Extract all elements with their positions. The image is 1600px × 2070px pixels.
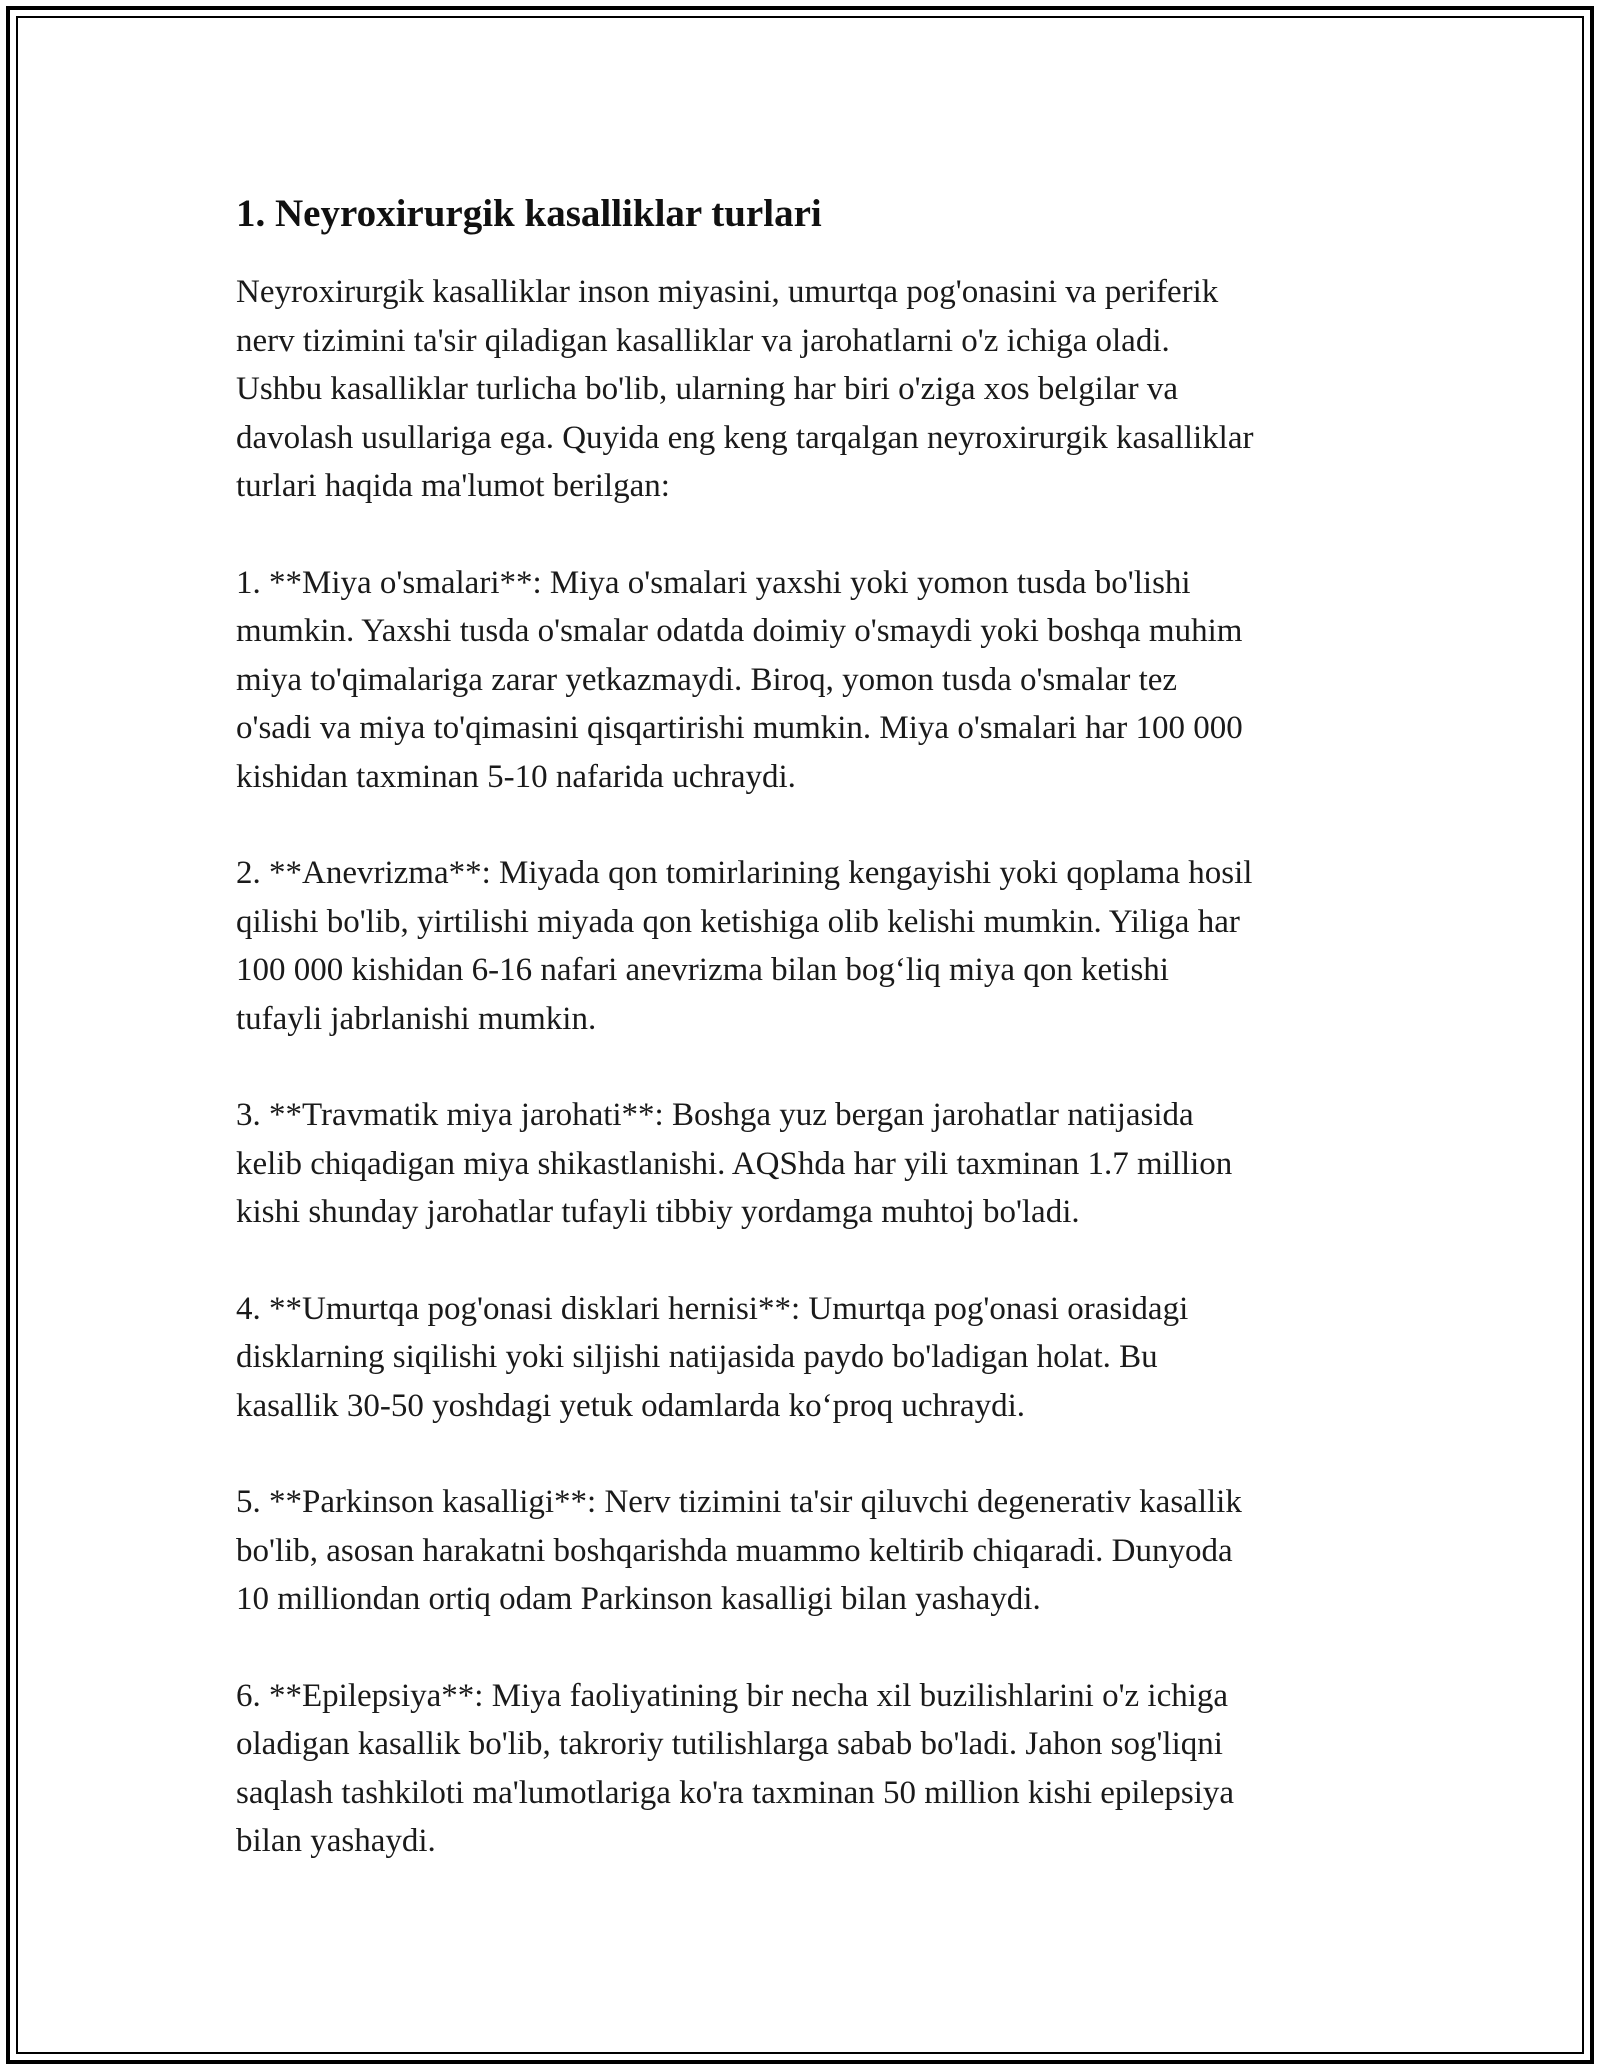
list-item-aneurysm: 2. **Anevrizma**: Miyada qon tomirlarining kengayishi yoki qoplama hosil qilishi bo'lib, yirtilishi miyada qon ketishiga olib kelishi mumkin. Yiliga har 100 000 kishidan 6-16 nafari anevrizma bilan bog‘liq miya qon ketishi tufayli jabrlanishi mumkin.	[236, 855, 1253, 1037]
list-item-parkinsons-disease: 5. **Parkinson kasalligi**: Nerv tizimini ta'sir qiluvchi degenerativ kasallik bo'lib, asosan harakatni boshqarishda muammo keltirib chiqaradi. Dunyoda 10 milliondan ortiq odam Parkinson kasalligi bilan yashaydi.	[236, 1484, 1242, 1617]
document-body	[236, 186, 1376, 1914]
list-item-epilepsy: 6. **Epilepsiya**: Miya faoliyatining bir necha xil buzilishlarini o'z ichiga oladigan kasallik bo'lib, takroriy tutilishlarga sabab bo'ladi. Jahon sog'liqni saqlash tashkiloti ma'lumotlariga ko'ra taxminan 50 million kishi epilepsiya bilan yashaydi.	[236, 1677, 1235, 1859]
list-item-traumatic-brain-injury: 3. **Travmatik miya jarohati**: Boshga yuz bergan jarohatlar natijasida kelib chiqadigan miya shikastlanishi. AQShda har yili taxminan 1.7 million kishi shunday jarohatlar tufayli tibbiy yordamga muhtoj bo'ladi.	[236, 1097, 1233, 1230]
intro-paragraph: Neyroxirurgik kasalliklar inson miyasini, umurtqa pog'onasini va periferik nerv tizimini ta'sir qiladigan kasalliklar va jarohatlarni o'z ichiga oladi. Ushbu kasalliklar turlicha bo'lib, ularning har biri o'ziga xos belgilar va davolash usullariga ega. Quyida eng keng tarqalgan neyroxirurgik kasalliklar turlari haqida ma'lumot berilgan:	[236, 274, 1254, 504]
list-item-spinal-disc-hernia: 4. **Umurtqa pog'onasi disklari hernisi**: Umurtqa pog'onasi orasidagi disklarning siqilishi yoki siljishi natijasida paydo bo'ladigan holat. Bu kasallik 30-50 yoshdagi yetuk odamlarda ko‘proq uchraydi.	[236, 1290, 1189, 1424]
document-title: 1. Neyroxirurgik kasalliklar turlari	[236, 192, 822, 235]
list-item-brain-tumors: 1. **Miya o'smalari**: Miya o'smalari yaxshi yoki yomon tusda bo'lishi mumkin. Yaxshi tusda o'smalar odatda doimiy o'smaydi yoki boshqa muhim miya to'qimalariga zarar yetkazmaydi. Biroq, yomon tusda o'smalar tez o'sadi va miya to'qimasini qisqartirishi mumkin. Miya o'smalari har 100 000 kishidan taxminan 5-10 nafarida uchraydi.	[236, 564, 1243, 795]
